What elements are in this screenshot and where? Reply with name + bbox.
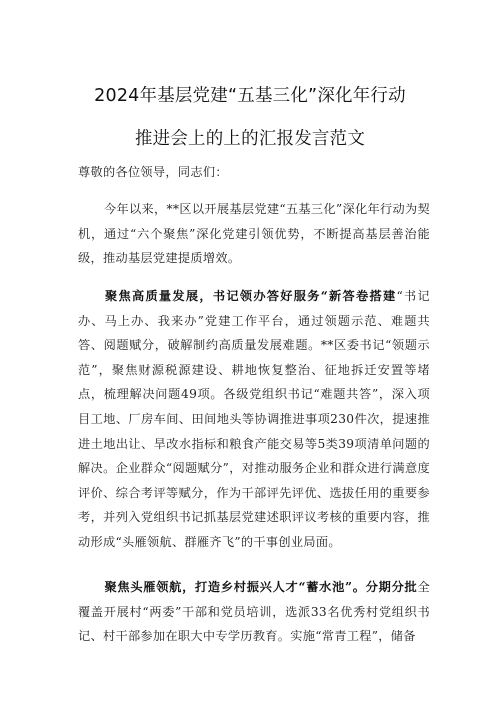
paragraph-high-quality-development bbox=[78, 284, 430, 555]
salutation: 尊敬的各位领导，同志们： bbox=[78, 165, 228, 179]
paragraph-intro bbox=[78, 197, 430, 271]
paragraph-intro-text: 今年以来，**区以开展基层党建“五基三化”深化年行动为契机，通过“六个聚焦”深化党建引领优势，不断提高基层善治能级，推动基层党建提质增效。 bbox=[78, 202, 430, 266]
document-title-line-1: 2024年基层党建“五基三化”深化年行动 bbox=[94, 86, 406, 106]
paragraph-body-text: 全覆盖开展村“两委”干部和党员培训，选派33名优秀村党组织书记、村干部参加在职大中专学历教育。实施“常青工程”，储备 bbox=[78, 580, 430, 644]
document-title-line-2: 推进会上的上的汇报发言范文 bbox=[134, 129, 366, 149]
paragraph-heading-bold: 聚焦高质量发展，书记领办答好服务“新答卷搭建 bbox=[104, 289, 397, 303]
paragraph-leader-guidance bbox=[78, 575, 430, 649]
paragraph-body-text: “书记办、马上办、我来办”党建工作平台，通过领题示范、难题共答、阅题赋分，破解制约高质量发展难题。**区委书记“领题示范”，聚焦财源税源建设、耕地恢复整治、征地拆迁安置等堵点，梳理解决问题49项。各级党组织书记“难题共答”，深入项目工地、厂房车间、田间地头等协调推进事项230件次，提速推进土地出让、旱改水指标和粮食产能交易等5类39项清单问题的解决。企业群众“阅题赋分”，对推动服务企业和群众进行满意度评价、综合考评等赋分，作为干部评先评优、选拔任用的重要参考，并列入党组织书记抓基层党建述职评议考核的重要内容，推动形成“头雁领航、群雁齐飞”的干事创业局面。 bbox=[78, 289, 430, 549]
paragraph-heading-bold: 聚焦头雁领航，打造乡村振兴人才“蓄水池”。分期分批 bbox=[104, 580, 418, 594]
